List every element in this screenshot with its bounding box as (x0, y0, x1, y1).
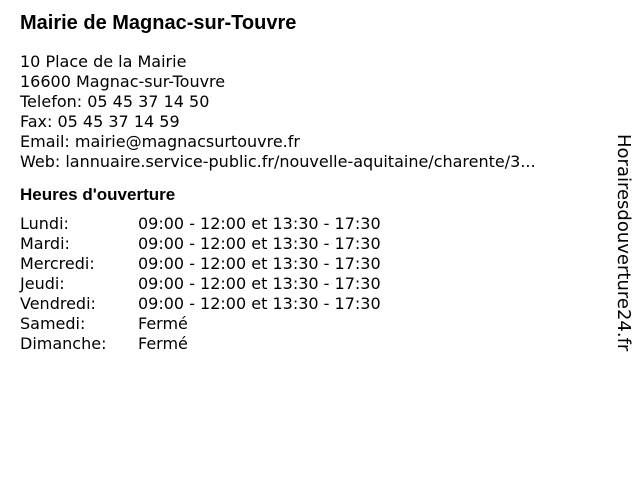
hours-row-mardi (20, 234, 381, 254)
day-label: Dimanche: (20, 334, 107, 353)
time-value: 09:00 - 12:00 et 13:30 - 17:30 (138, 254, 381, 273)
hours-row-dimanche (20, 334, 381, 354)
fax-line: Fax: 05 45 37 14 59 (20, 112, 180, 131)
mairie-info-card (20, 10, 600, 354)
address-street: 10 Place de la Mairie (20, 52, 187, 71)
phone-line: Telefon: 05 45 37 14 50 (20, 92, 210, 111)
day-label: Lundi: (20, 214, 69, 233)
day-label: Vendredi: (20, 294, 96, 313)
day-label: Mercredi: (20, 254, 95, 273)
time-value: 09:00 - 12:00 et 13:30 - 17:30 (138, 214, 381, 233)
opening-hours-table (20, 214, 381, 354)
hours-row-jeudi (20, 274, 381, 294)
time-value: 09:00 - 12:00 et 13:30 - 17:30 (138, 274, 381, 293)
hours-row-mercredi (20, 254, 381, 274)
web-link[interactable]: Web: lannuaire.service-public.fr/nouvelle-aquitaine/charente/3... (20, 152, 536, 171)
day-label: Samedi: (20, 314, 86, 333)
site-watermark: Horairesdouverture24.fr (613, 134, 634, 352)
hours-row-samedi (20, 314, 381, 334)
time-value: 09:00 - 12:00 et 13:30 - 17:30 (138, 294, 381, 313)
contact-details (20, 52, 600, 172)
web-line (20, 152, 600, 172)
time-value: Fermé (138, 314, 188, 333)
hours-heading: Heures d'ouverture (20, 185, 176, 204)
time-value: 09:00 - 12:00 et 13:30 - 17:30 (138, 234, 381, 253)
hours-row-vendredi (20, 294, 381, 314)
day-label: Jeudi: (20, 274, 65, 293)
day-label: Mardi: (20, 234, 70, 253)
time-value: Fermé (138, 334, 188, 353)
page-title: Mairie de Magnac-sur-Touvre (20, 12, 297, 34)
address-city: 16600 Magnac-sur-Touvre (20, 72, 226, 91)
hours-row-lundi (20, 214, 381, 234)
email-line: Email: mairie@magnacsurtouvre.fr (20, 132, 300, 151)
